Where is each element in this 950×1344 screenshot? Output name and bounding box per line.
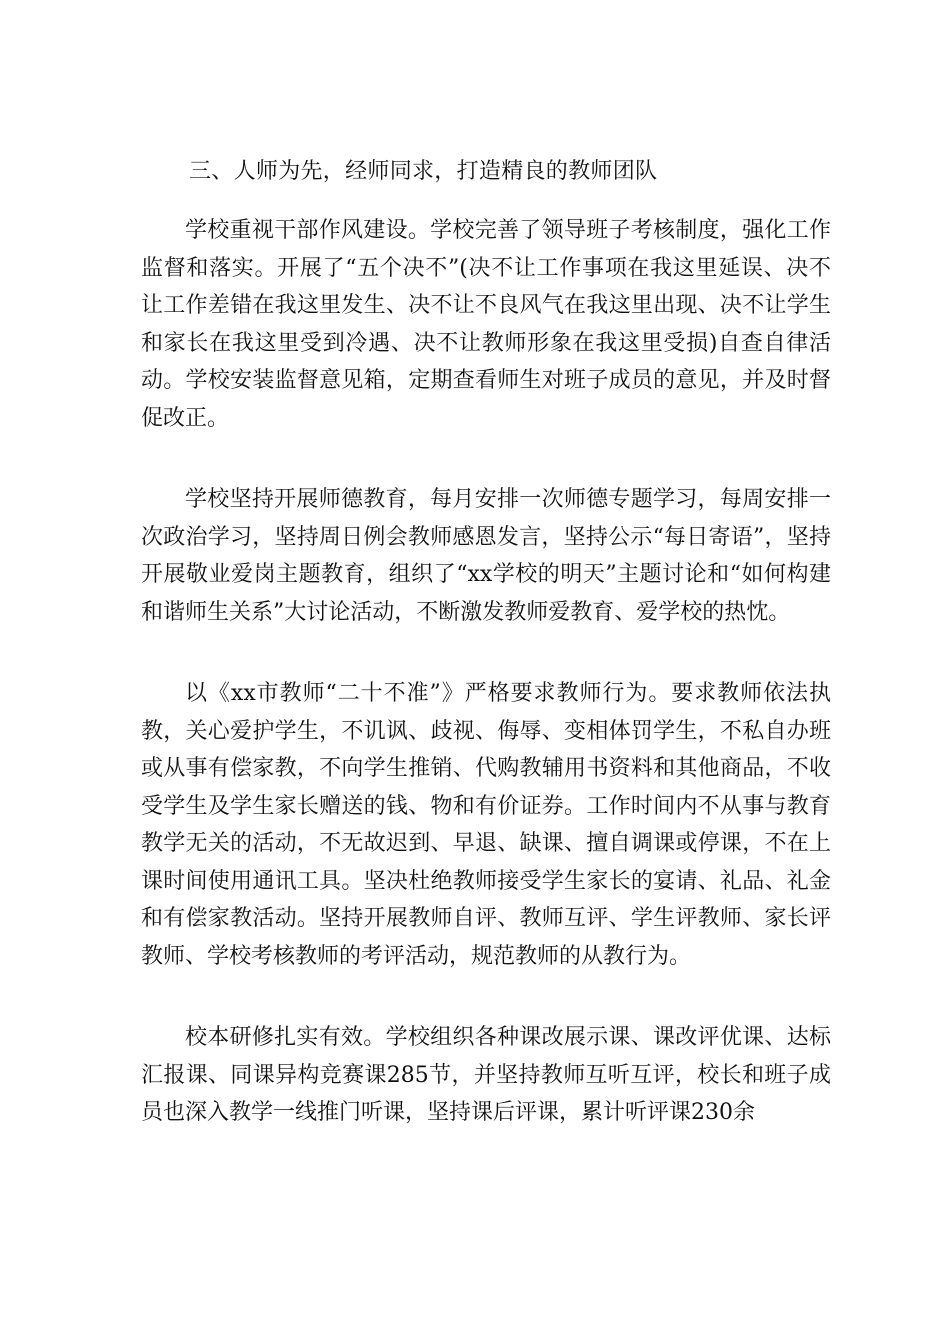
section-heading: 三、人师为先，经师同求，打造精良的教师团队 [189, 159, 658, 184]
paragraph-cadre-style: 学校重视干部作风建设。学校完善了领导班子考核制度，强化工作监督和落实。开展了“五个决不”(决不让工作事项在我这里延误、决不让工作差错在我这里发生、决不让不良风气在我这里出现、决不让学生和家长在我这里受到冷遇、决不让教师形象在我这里受损)自查自律活动。学校安装监督意见箱，定期查看师生对班子成员的意见，并及时督促改正。 [141, 218, 831, 431]
paragraph-school-research: 校本研修扎实有效。学校组织各种课改展示课、课改评优课、达标汇报课、同课异构竞赛课285节，并坚持教师互听互评，校长和班子成员也深入教学一线推门听课，坚持课后评课，累计听评课230余 [141, 1025, 831, 1125]
document-page [141, 154, 831, 1176]
paragraph-ethics-education: 学校坚持开展师德教育，每月安排一次师德专题学习，每周安排一次政治学习，坚持周日例会教师感恩发言，坚持公示“每日寄语”，坚持开展敬业爱岗主题教育，组织了“xx学校的明天”主题讨论和“如何构建和谐师生关系”大讨论活动，不断激发教师爱教育、爱学校的热忱。 [141, 487, 831, 625]
paragraph-teacher-conduct: 以《xx市教师“二十不准”》严格要求教师行为。要求教师依法执教，关心爱护学生，不讥讽、歧视、侮辱、变相体罚学生，不私自办班或从事有偿家教，不向学生推销、代购教辅用书资料和其他商品，不收受学生及学生家长赠送的钱、物和有价证券。工作时间内不从事与教育教学无关的活动，不无故迟到、早退、缺课、擅自调课或停课，不在上课时间使用通讯工具。坚决杜绝教师接受学生家长的宴请、礼品、礼金和有偿家教活动。坚持开展教师自评、教师互评、学生评教师、家长评教师、学校考核教师的考评活动，规范教师的从教行为。 [141, 681, 831, 969]
